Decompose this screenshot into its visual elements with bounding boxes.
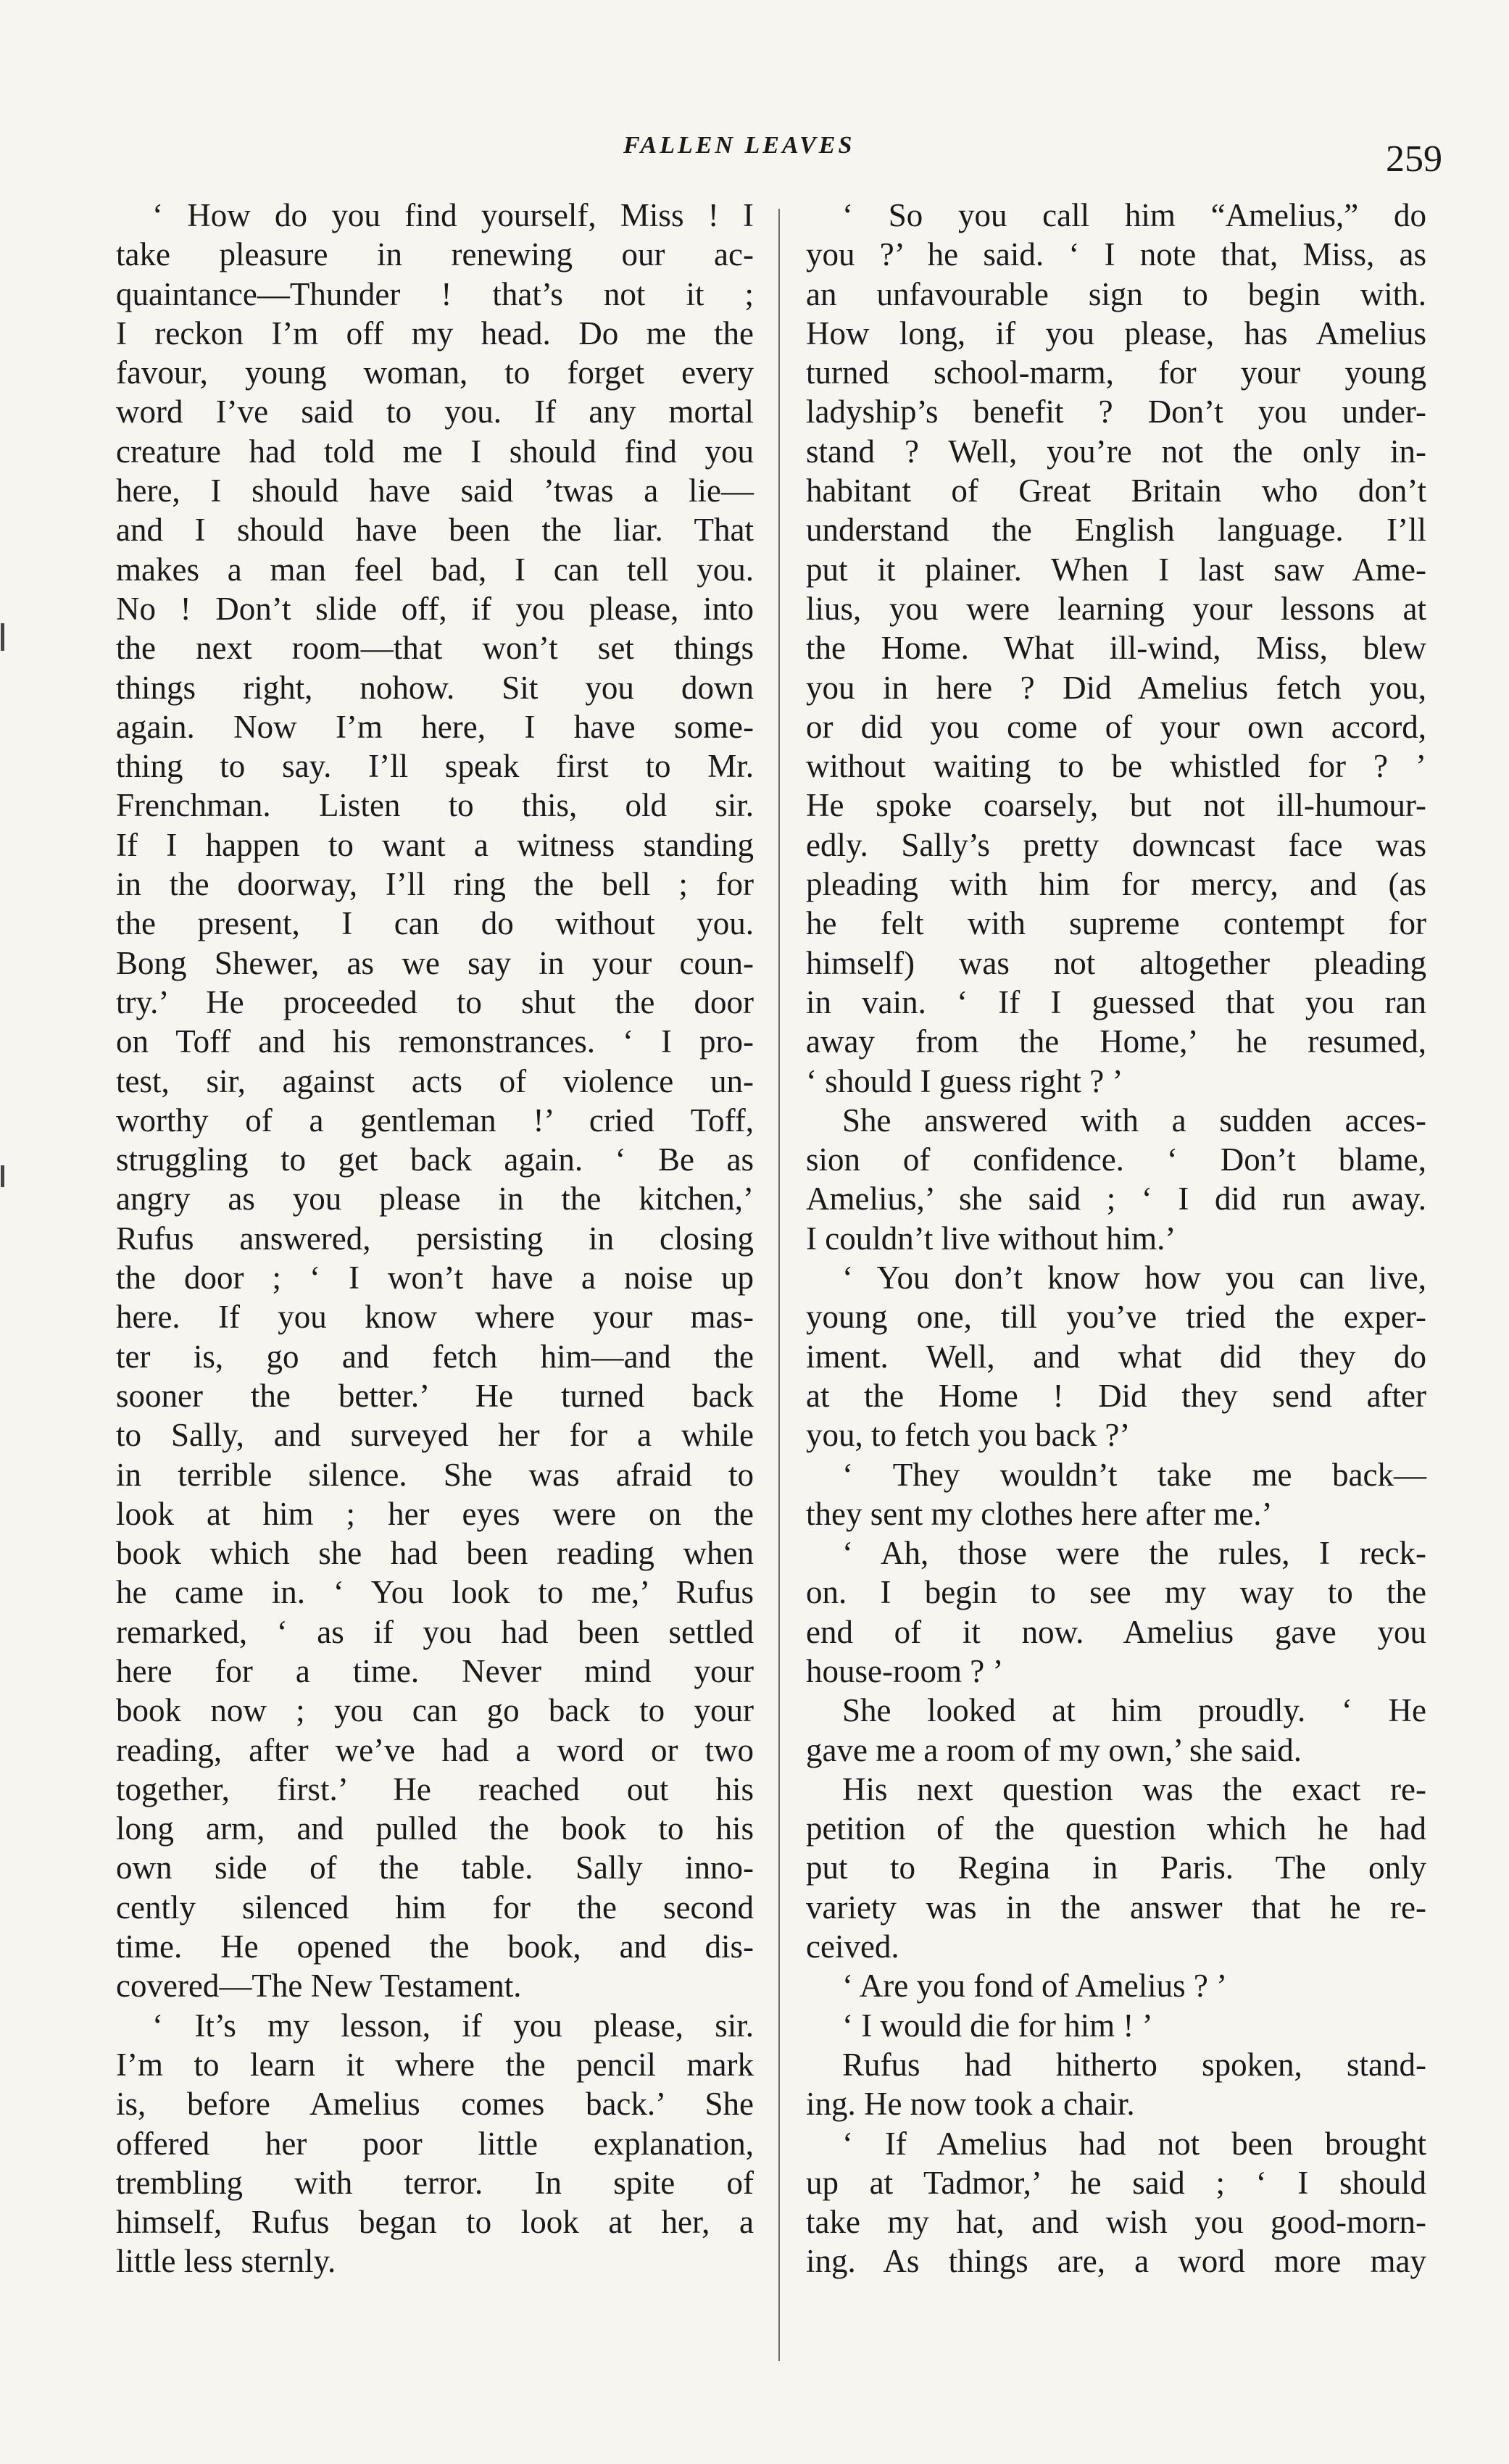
text-line: try.’ He proceeded to shut the door [116, 983, 754, 1020]
text-line: angry as you please in the kitchen,’ [116, 1181, 754, 1218]
text-line: ‘ If Amelius had not been brought [842, 2125, 1426, 2162]
text-line: Rufus answered, persisting in closing [116, 1220, 754, 1257]
text-line: lius, you were learning your lessons at [806, 590, 1426, 627]
scan-margin-mark [1, 1165, 4, 1187]
text-line: I’m to learn it where the pencil mark [116, 2046, 754, 2083]
text-line: at the Home ! Did they send after [806, 1377, 1426, 1414]
text-line: book which she had been reading when [116, 1535, 754, 1572]
text-line: ceived. [806, 1928, 899, 1965]
text-line: remarked, ‘ as if you had been settled [116, 1613, 754, 1650]
text-line: ‘ So you call him “Amelius,” do [842, 197, 1426, 233]
page-number: 259 [1386, 138, 1442, 180]
text-line: I reckon I’m off my head. Do me the [116, 315, 754, 351]
text-line: turned school-marm, for your young [806, 354, 1426, 391]
text-line: worthy of a gentleman !’ cried Toff, [116, 1102, 754, 1139]
text-line: Rufus had hitherto spoken, stand- [842, 2046, 1426, 2083]
text-line: variety was in the answer that he re- [806, 1889, 1426, 1926]
text-line: in vain. ‘ If I guessed that you ran [806, 983, 1426, 1020]
text-line: again. Now I’m here, I have some- [116, 708, 754, 745]
text-line: makes a man feel bad, I can tell you. [116, 551, 754, 588]
left-column [116, 196, 754, 2281]
text-line: long arm, and pulled the book to his [116, 1810, 754, 1847]
text-line: on. I begin to see my way to the [806, 1574, 1426, 1611]
text-line: Frenchman. Listen to this, old sir. [116, 787, 754, 824]
text-line: here. If you know where your mas- [116, 1299, 754, 1336]
text-line: they sent my clothes here after me.’ [806, 1495, 1273, 1532]
text-line: look at him ; her eyes were on the [116, 1495, 754, 1532]
text-line: the Home. What ill-wind, Miss, blew [806, 630, 1426, 667]
text-line: ter is, go and fetch him—and the [116, 1338, 754, 1375]
text-line: ing. As things are, a word more may [806, 2243, 1426, 2280]
running-head: FALLEN LEAVES [623, 132, 855, 159]
text-line: ‘ I would die for him ! ’ [842, 2007, 1153, 2044]
text-line: time. He opened the book, and dis- [116, 1928, 754, 1965]
text-line: How long, if you please, has Amelius [806, 315, 1426, 351]
text-line: word I’ve said to you. If any mortal [116, 394, 754, 430]
text-line: gave me a room of my own,’ she said. [806, 1731, 1302, 1768]
text-line: ‘ You don’t know how you can live, [842, 1260, 1426, 1296]
text-line: His next question was the exact re- [842, 1770, 1426, 1807]
text-line: He spoke coarsely, but not ill-humour- [806, 787, 1426, 824]
text-line: stand ? Well, you’re not the only in- [806, 433, 1426, 470]
text-line: cently silenced him for the second [116, 1889, 754, 1926]
right-column [806, 196, 1426, 2281]
text-line: ‘ They wouldn’t take me back— [842, 1456, 1426, 1493]
text-line: things right, nohow. Sit you down [116, 669, 754, 706]
text-line: take my hat, and wish you good-morn- [806, 2204, 1426, 2241]
text-line: No ! Don’t slide off, if you please, into [116, 590, 754, 627]
text-line: understand the English language. I’ll [806, 512, 1426, 549]
text-line: here for a time. Never mind your [116, 1652, 754, 1689]
text-line: If I happen to want a witness standing [116, 826, 754, 863]
text-line: is, before Amelius comes back.’ She [116, 2086, 754, 2123]
text-line: reading, after we’ve had a word or two [116, 1731, 754, 1768]
text-line: ing. He now took a chair. [806, 2086, 1135, 2123]
text-line: an unfavourable sign to begin with. [806, 275, 1426, 312]
text-line: struggling to get back again. ‘ Be as [116, 1141, 754, 1178]
text-line: book now ; you can go back to your [116, 1692, 754, 1729]
text-line: petition of the question which he had [806, 1810, 1426, 1847]
text-line: the present, I can do without you. [116, 905, 754, 942]
text-line: edly. Sally’s pretty downcast face was [806, 826, 1426, 863]
text-line: habitant of Great Britain who don’t [806, 473, 1426, 509]
text-line: you, to fetch you back ?’ [806, 1417, 1131, 1454]
text-line: put to Regina in Paris. The only [806, 1849, 1426, 1886]
text-line: own side of the table. Sally inno- [116, 1849, 754, 1886]
text-line: thing to say. I’ll speak first to Mr. [116, 748, 754, 785]
text-line: and I should have been the liar. That [116, 512, 754, 549]
text-line: favour, young woman, to forget every [116, 354, 754, 391]
text-line: himself, Rufus began to look at her, a [116, 2204, 754, 2241]
text-line: sooner the better.’ He turned back [116, 1377, 754, 1414]
text-line: pleading with him for mercy, and (as [806, 866, 1426, 903]
text-line: ‘ should I guess right ? ’ [806, 1062, 1123, 1099]
text-line: in the doorway, I’ll ring the bell ; for [116, 866, 754, 903]
text-line: the next room—that won’t set things [116, 630, 754, 667]
text-line: Bong Shewer, as we say in your coun- [116, 944, 754, 981]
text-line: ‘ Are you fond of Amelius ? ’ [842, 1968, 1228, 2005]
text-line: ‘ It’s my lesson, if you please, sir. [152, 2007, 754, 2044]
text-line: trembling with terror. In spite of [116, 2164, 754, 2201]
text-line: without waiting to be whistled for ? ’ [806, 748, 1426, 785]
text-line: iment. Well, and what did they do [806, 1338, 1426, 1375]
text-line: you ?’ he said. ‘ I note that, Miss, as [806, 236, 1426, 273]
text-line: She looked at him proudly. ‘ He [842, 1692, 1426, 1729]
text-line: he felt with supreme contempt for [806, 905, 1426, 942]
text-line: to Sally, and surveyed her for a while [116, 1417, 754, 1454]
text-line: sion of confidence. ‘ Don’t blame, [806, 1141, 1426, 1178]
text-line: ‘ How do you find yourself, Miss ! I [152, 197, 754, 233]
column-divider [778, 209, 780, 2361]
text-line: young one, till you’ve tried the exper- [806, 1299, 1426, 1336]
text-line: house-room ? ’ [806, 1652, 1004, 1689]
scan-margin-mark [1, 623, 4, 651]
text-line: creature had told me I should find you [116, 433, 754, 470]
text-line: together, first.’ He reached out his [116, 1770, 754, 1807]
text-line: take pleasure in renewing our ac- [116, 236, 754, 273]
text-line: away from the Home,’ he resumed, [806, 1023, 1426, 1060]
text-line: or did you come of your own accord, [806, 708, 1426, 745]
text-line: She answered with a sudden acces- [842, 1102, 1426, 1139]
text-line: in terrible silence. She was afraid to [116, 1456, 754, 1493]
text-line: ‘ Ah, those were the rules, I reck- [842, 1535, 1426, 1572]
text-line: I couldn’t live without him.’ [806, 1220, 1176, 1257]
text-line: himself) was not altogether pleading [806, 944, 1426, 981]
text-line: end of it now. Amelius gave you [806, 1613, 1426, 1650]
text-line: covered—The New Testament. [116, 1968, 522, 2005]
text-line: ladyship’s benefit ? Don’t you under- [806, 394, 1426, 430]
text-line: quaintance—Thunder ! that’s not it ; [116, 275, 754, 312]
text-line: little less sternly. [116, 2243, 336, 2280]
text-line: offered her poor little explanation, [116, 2125, 754, 2162]
text-line: here, I should have said ’twas a lie— [116, 473, 754, 509]
text-line: Amelius,’ she said ; ‘ I did run away. [806, 1181, 1426, 1218]
text-line: up at Tadmor,’ he said ; ‘ I should [806, 2164, 1426, 2201]
text-line: you in here ? Did Amelius fetch you, [806, 669, 1426, 706]
text-line: test, sir, against acts of violence un- [116, 1062, 754, 1099]
text-line: the door ; ‘ I won’t have a noise up [116, 1260, 754, 1296]
text-line: he came in. ‘ You look to me,’ Rufus [116, 1574, 754, 1611]
text-line: put it plainer. When I last saw Ame- [806, 551, 1426, 588]
text-line: on Toff and his remonstrances. ‘ I pro- [116, 1023, 754, 1060]
